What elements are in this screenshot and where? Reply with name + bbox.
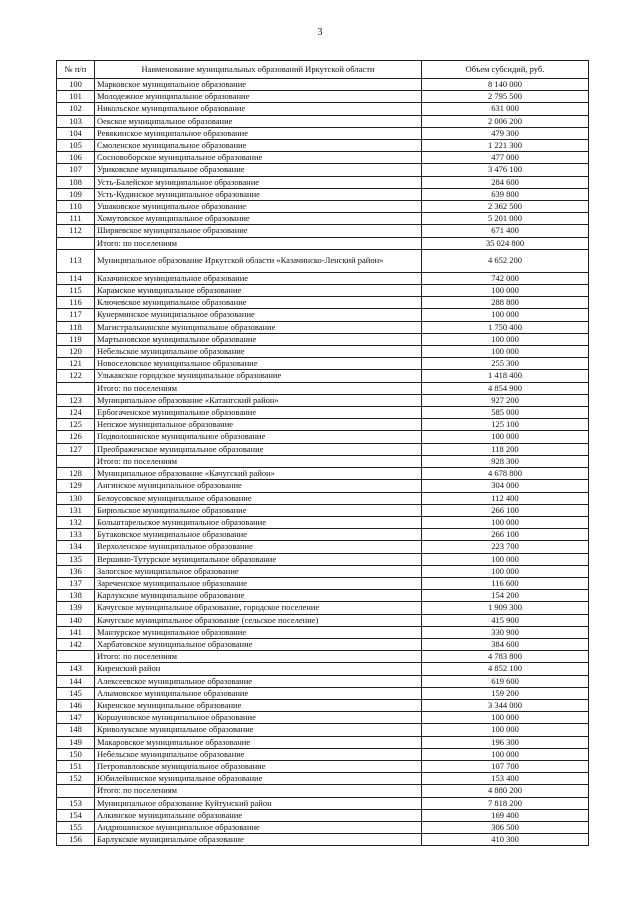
row-municipality-name: Больштарельское муниципальное образование xyxy=(95,516,422,528)
row-municipality-name: Итого: по поселениям xyxy=(95,785,422,797)
row-subsidy-amount: 153 400 xyxy=(422,773,589,785)
row-municipality-name: Ширяевское муниципальное образование xyxy=(95,225,422,237)
row-subsidy-amount: 196 300 xyxy=(422,736,589,748)
table-row xyxy=(57,370,589,382)
table-row xyxy=(57,152,589,164)
row-number: 133 xyxy=(57,529,95,541)
table-row xyxy=(57,91,589,103)
row-subsidy-amount: 112 400 xyxy=(422,492,589,504)
row-subsidy-amount: 4 852 100 xyxy=(422,663,589,675)
row-number: 149 xyxy=(57,736,95,748)
row-municipality-name: Уриковское муниципальное образование xyxy=(95,164,422,176)
table-row xyxy=(57,394,589,406)
row-number: 124 xyxy=(57,407,95,419)
row-subsidy-amount: 125 100 xyxy=(422,419,589,431)
table-row xyxy=(57,249,589,272)
table-row xyxy=(57,140,589,152)
row-number: 107 xyxy=(57,164,95,176)
row-subsidy-amount: 2 362 500 xyxy=(422,201,589,213)
row-municipality-name: Ангинское муниципальное образование xyxy=(95,480,422,492)
table-row xyxy=(57,834,589,846)
row-municipality-name: Небельское муниципальное образование xyxy=(95,748,422,760)
row-municipality-name: Юбилейнинское муниципальное образование xyxy=(95,773,422,785)
row-number: 127 xyxy=(57,443,95,455)
row-number: 145 xyxy=(57,687,95,699)
table-row xyxy=(57,553,589,565)
row-municipality-name: Муниципальное образование Иркутской области «Казачинско-Ленский район» xyxy=(95,249,422,272)
row-municipality-name: Бутаковское муниципальное образование xyxy=(95,529,422,541)
row-municipality-name: Залогское муниципальное образование xyxy=(95,565,422,577)
row-number: 114 xyxy=(57,272,95,284)
row-subsidy-amount: 639 800 xyxy=(422,188,589,200)
row-subsidy-amount: 255 300 xyxy=(422,358,589,370)
row-subsidy-amount: 306 500 xyxy=(422,821,589,833)
row-number: 103 xyxy=(57,115,95,127)
row-subsidy-amount: 100 000 xyxy=(422,565,589,577)
table-row xyxy=(57,577,589,589)
row-subsidy-amount: 742 000 xyxy=(422,272,589,284)
row-subsidy-amount: 100 000 xyxy=(422,724,589,736)
row-number: 105 xyxy=(57,140,95,152)
row-municipality-name: Ушаковское муниципальное образование xyxy=(95,201,422,213)
row-number: 121 xyxy=(57,358,95,370)
row-number: 143 xyxy=(57,663,95,675)
row-subsidy-amount: 477 000 xyxy=(422,152,589,164)
row-subsidy-amount: 107 700 xyxy=(422,760,589,772)
row-number: 148 xyxy=(57,724,95,736)
row-municipality-name: Улькакское городское муниципальное образование xyxy=(95,370,422,382)
table-row xyxy=(57,272,589,284)
table-header-row xyxy=(57,61,589,79)
row-number: 146 xyxy=(57,699,95,711)
table-row xyxy=(57,468,589,480)
row-municipality-name: Итого: по поселениям xyxy=(95,455,422,467)
row-number: 108 xyxy=(57,176,95,188)
row-number: 130 xyxy=(57,492,95,504)
row-municipality-name: Новоселовское муниципальное образование xyxy=(95,358,422,370)
row-municipality-name: Итого: по поселениям xyxy=(95,237,422,249)
row-subsidy-amount: 8 140 000 xyxy=(422,79,589,91)
row-subsidy-amount: 410 300 xyxy=(422,834,589,846)
table-row xyxy=(57,176,589,188)
table-row xyxy=(57,346,589,358)
row-number: 120 xyxy=(57,346,95,358)
table-row xyxy=(57,309,589,321)
table-row xyxy=(57,79,589,91)
row-municipality-name: Преображенское муниципальное образование xyxy=(95,443,422,455)
row-number: 136 xyxy=(57,565,95,577)
row-subsidy-amount: 118 200 xyxy=(422,443,589,455)
table-row xyxy=(57,712,589,724)
row-number: 140 xyxy=(57,614,95,626)
row-municipality-name: Казачинское муниципальное образование xyxy=(95,272,422,284)
subtotal-row xyxy=(57,785,589,797)
row-number: 101 xyxy=(57,91,95,103)
table-row xyxy=(57,638,589,650)
row-subsidy-amount: 384 600 xyxy=(422,638,589,650)
row-municipality-name: Карамское муниципальное образование xyxy=(95,285,422,297)
header-municipality-name: Наименование муниципальных образований Иркутской области xyxy=(95,61,422,79)
row-subsidy-amount: 100 000 xyxy=(422,285,589,297)
table-row xyxy=(57,809,589,821)
row-number: 110 xyxy=(57,201,95,213)
row-municipality-name: Макаровское муниципальное образование xyxy=(95,736,422,748)
row-subsidy-amount: 1 750 400 xyxy=(422,321,589,333)
table-row xyxy=(57,516,589,528)
row-municipality-name: Качугское муниципальное образование, городское поселение xyxy=(95,602,422,614)
row-municipality-name: Харбатовское муниципальное образование xyxy=(95,638,422,650)
row-subsidy-amount: 116 600 xyxy=(422,577,589,589)
row-number: 154 xyxy=(57,809,95,821)
subtotal-row xyxy=(57,382,589,394)
table-row xyxy=(57,225,589,237)
row-municipality-name: Небельское муниципальное образование xyxy=(95,346,422,358)
row-subsidy-amount: 4 880 200 xyxy=(422,785,589,797)
row-municipality-name: Киренское муниципальное образование xyxy=(95,699,422,711)
row-municipality-name: Ревякинское муниципальное образование xyxy=(95,127,422,139)
row-subsidy-amount: 1 221 300 xyxy=(422,140,589,152)
row-subsidy-amount: 1 418 400 xyxy=(422,370,589,382)
row-municipality-name: Алкинское муниципальное образование xyxy=(95,809,422,821)
row-subsidy-amount: 100 000 xyxy=(422,309,589,321)
row-number: 142 xyxy=(57,638,95,650)
row-subsidy-amount: 479 300 xyxy=(422,127,589,139)
row-subsidy-amount: 159 200 xyxy=(422,687,589,699)
row-subsidy-amount: 415 900 xyxy=(422,614,589,626)
row-subsidy-amount: 2 006 200 xyxy=(422,115,589,127)
row-municipality-name: Коршуновское муниципальное образование xyxy=(95,712,422,724)
row-subsidy-amount: 330 900 xyxy=(422,626,589,638)
row-municipality-name: Подволошинское муниципальное образование xyxy=(95,431,422,443)
row-municipality-name: Верхоленское муниципальное образование xyxy=(95,541,422,553)
table-row xyxy=(57,797,589,809)
row-number: 113 xyxy=(57,249,95,272)
row-number: 106 xyxy=(57,152,95,164)
table-row xyxy=(57,164,589,176)
row-number: 111 xyxy=(57,213,95,225)
row-municipality-name: Алымовское муниципальное образование xyxy=(95,687,422,699)
subtotal-row xyxy=(57,651,589,663)
row-municipality-name: Андрюшинское муниципальное образование xyxy=(95,821,422,833)
row-subsidy-amount: 4 678 800 xyxy=(422,468,589,480)
row-subsidy-amount: 169 400 xyxy=(422,809,589,821)
row-subsidy-amount: 1 909 300 xyxy=(422,602,589,614)
row-number: 117 xyxy=(57,309,95,321)
row-number xyxy=(57,455,95,467)
row-municipality-name: Барлукское муниципальное образование xyxy=(95,834,422,846)
row-number: 131 xyxy=(57,504,95,516)
row-number xyxy=(57,237,95,249)
table-row xyxy=(57,492,589,504)
table-row xyxy=(57,687,589,699)
row-subsidy-amount: 100 000 xyxy=(422,333,589,345)
row-subsidy-amount: 223 700 xyxy=(422,541,589,553)
row-subsidy-amount: 7 818 200 xyxy=(422,797,589,809)
table-row xyxy=(57,188,589,200)
row-subsidy-amount: 154 200 xyxy=(422,590,589,602)
row-number: 129 xyxy=(57,480,95,492)
row-municipality-name: Итого: по поселениям xyxy=(95,382,422,394)
row-number: 152 xyxy=(57,773,95,785)
table-row xyxy=(57,321,589,333)
row-municipality-name: Белоусовское муниципальное образование xyxy=(95,492,422,504)
table-row xyxy=(57,103,589,115)
subtotal-row xyxy=(57,237,589,249)
row-number: 144 xyxy=(57,675,95,687)
row-number: 125 xyxy=(57,419,95,431)
row-municipality-name: Манзурское муниципальное образование xyxy=(95,626,422,638)
table-row xyxy=(57,541,589,553)
row-number: 135 xyxy=(57,553,95,565)
row-subsidy-amount: 4 854 900 xyxy=(422,382,589,394)
page-number: 3 xyxy=(317,27,323,38)
row-subsidy-amount: 304 000 xyxy=(422,480,589,492)
row-number: 128 xyxy=(57,468,95,480)
row-number: 141 xyxy=(57,626,95,638)
row-municipality-name: Магистральнинское муниципальное образование xyxy=(95,321,422,333)
row-municipality-name: Мартыновское муниципальное образование xyxy=(95,333,422,345)
row-number: 126 xyxy=(57,431,95,443)
row-subsidy-amount: 631 000 xyxy=(422,103,589,115)
table-row xyxy=(57,773,589,785)
row-municipality-name: Карлукское муниципальное образование xyxy=(95,590,422,602)
row-number: 109 xyxy=(57,188,95,200)
row-subsidy-amount: 100 000 xyxy=(422,346,589,358)
row-municipality-name: Оекское муниципальное образование xyxy=(95,115,422,127)
row-subsidy-amount: 671 400 xyxy=(422,225,589,237)
table-row xyxy=(57,115,589,127)
row-number: 156 xyxy=(57,834,95,846)
row-subsidy-amount: 100 000 xyxy=(422,553,589,565)
table-row xyxy=(57,213,589,225)
table-row xyxy=(57,821,589,833)
row-number: 153 xyxy=(57,797,95,809)
row-subsidy-amount: 284 600 xyxy=(422,176,589,188)
header-number: № п/п xyxy=(57,61,95,79)
row-subsidy-amount: 928 300 xyxy=(422,455,589,467)
row-municipality-name: Итого: по поселениям xyxy=(95,651,422,663)
table-row xyxy=(57,333,589,345)
table-row xyxy=(57,285,589,297)
row-number xyxy=(57,651,95,663)
row-municipality-name: Бирюльское муниципальное образование xyxy=(95,504,422,516)
table-row xyxy=(57,626,589,638)
row-municipality-name: Киренский район xyxy=(95,663,422,675)
table-row xyxy=(57,675,589,687)
table-row xyxy=(57,297,589,309)
row-number: 100 xyxy=(57,79,95,91)
row-number: 115 xyxy=(57,285,95,297)
row-number: 104 xyxy=(57,127,95,139)
row-municipality-name: Хомутовское муниципальное образование xyxy=(95,213,422,225)
row-municipality-name: Алексеевское муниципальное образование xyxy=(95,675,422,687)
row-municipality-name: Ключевское муниципальное образование xyxy=(95,297,422,309)
row-subsidy-amount: 927 200 xyxy=(422,394,589,406)
row-municipality-name: Кунерминское муниципальное образование xyxy=(95,309,422,321)
row-municipality-name: Усть-Кудинское муниципальное образование xyxy=(95,188,422,200)
row-municipality-name: Смоленское муниципальное образование xyxy=(95,140,422,152)
row-subsidy-amount: 100 000 xyxy=(422,516,589,528)
subsidies-table xyxy=(56,60,589,846)
table-row xyxy=(57,614,589,626)
table-row xyxy=(57,358,589,370)
row-number: 119 xyxy=(57,333,95,345)
table-row xyxy=(57,565,589,577)
row-number: 139 xyxy=(57,602,95,614)
row-subsidy-amount: 3 476 100 xyxy=(422,164,589,176)
row-number: 138 xyxy=(57,590,95,602)
row-municipality-name: Петропавловское муниципальное образование xyxy=(95,760,422,772)
table-row xyxy=(57,407,589,419)
row-number xyxy=(57,382,95,394)
row-number: 147 xyxy=(57,712,95,724)
row-number: 137 xyxy=(57,577,95,589)
row-subsidy-amount: 266 100 xyxy=(422,504,589,516)
table-row xyxy=(57,419,589,431)
table-row xyxy=(57,529,589,541)
row-municipality-name: Молодежное муниципальное образование xyxy=(95,91,422,103)
table-row xyxy=(57,201,589,213)
row-subsidy-amount: 100 000 xyxy=(422,748,589,760)
row-municipality-name: Муниципальное образование «Качугский район» xyxy=(95,468,422,480)
table-row xyxy=(57,736,589,748)
table-row xyxy=(57,724,589,736)
header-subsidy-amount: Объем субсидий, руб. xyxy=(422,61,589,79)
row-number: 134 xyxy=(57,541,95,553)
row-subsidy-amount: 2 795 500 xyxy=(422,91,589,103)
row-municipality-name: Криволукское муниципальное образование xyxy=(95,724,422,736)
table-row xyxy=(57,748,589,760)
row-municipality-name: Муниципальное образование Куйтунский район xyxy=(95,797,422,809)
table-row xyxy=(57,431,589,443)
row-subsidy-amount: 35 024 800 xyxy=(422,237,589,249)
table-row xyxy=(57,602,589,614)
row-number: 118 xyxy=(57,321,95,333)
table-row xyxy=(57,443,589,455)
row-municipality-name: Качугское муниципальное образование (сельское поселение) xyxy=(95,614,422,626)
row-subsidy-amount: 4 783 800 xyxy=(422,651,589,663)
row-subsidy-amount: 4 652 200 xyxy=(422,249,589,272)
table-row xyxy=(57,504,589,516)
table-row xyxy=(57,663,589,675)
table-row xyxy=(57,590,589,602)
table-row xyxy=(57,480,589,492)
row-municipality-name: Усть-Балейское муниципальное образование xyxy=(95,176,422,188)
row-number xyxy=(57,785,95,797)
row-subsidy-amount: 100 000 xyxy=(422,712,589,724)
row-municipality-name: Непское муниципальное образование xyxy=(95,419,422,431)
row-number: 102 xyxy=(57,103,95,115)
row-number: 132 xyxy=(57,516,95,528)
row-number: 122 xyxy=(57,370,95,382)
row-municipality-name: Вершино-Тутурское муниципальное образование xyxy=(95,553,422,565)
row-municipality-name: Сосновоборское муниципальное образование xyxy=(95,152,422,164)
row-subsidy-amount: 266 100 xyxy=(422,529,589,541)
row-subsidy-amount: 288 800 xyxy=(422,297,589,309)
row-number: 112 xyxy=(57,225,95,237)
row-municipality-name: Ербогаченское муниципальное образование xyxy=(95,407,422,419)
row-number: 123 xyxy=(57,394,95,406)
row-subsidy-amount: 585 000 xyxy=(422,407,589,419)
row-subsidy-amount: 5 201 000 xyxy=(422,213,589,225)
row-municipality-name: Марковское муниципальное образование xyxy=(95,79,422,91)
row-number: 155 xyxy=(57,821,95,833)
row-municipality-name: Никольское муниципальное образование xyxy=(95,103,422,115)
row-number: 116 xyxy=(57,297,95,309)
table-body xyxy=(57,79,589,846)
row-subsidy-amount: 100 000 xyxy=(422,431,589,443)
row-municipality-name: Зареченское муниципальное образование xyxy=(95,577,422,589)
row-number: 151 xyxy=(57,760,95,772)
row-number: 150 xyxy=(57,748,95,760)
table-row xyxy=(57,699,589,711)
row-subsidy-amount: 3 344 000 xyxy=(422,699,589,711)
table-row xyxy=(57,760,589,772)
row-municipality-name: Муниципальное образование «Катангский район» xyxy=(95,394,422,406)
table-row xyxy=(57,127,589,139)
row-subsidy-amount: 619 600 xyxy=(422,675,589,687)
subtotal-row xyxy=(57,455,589,467)
